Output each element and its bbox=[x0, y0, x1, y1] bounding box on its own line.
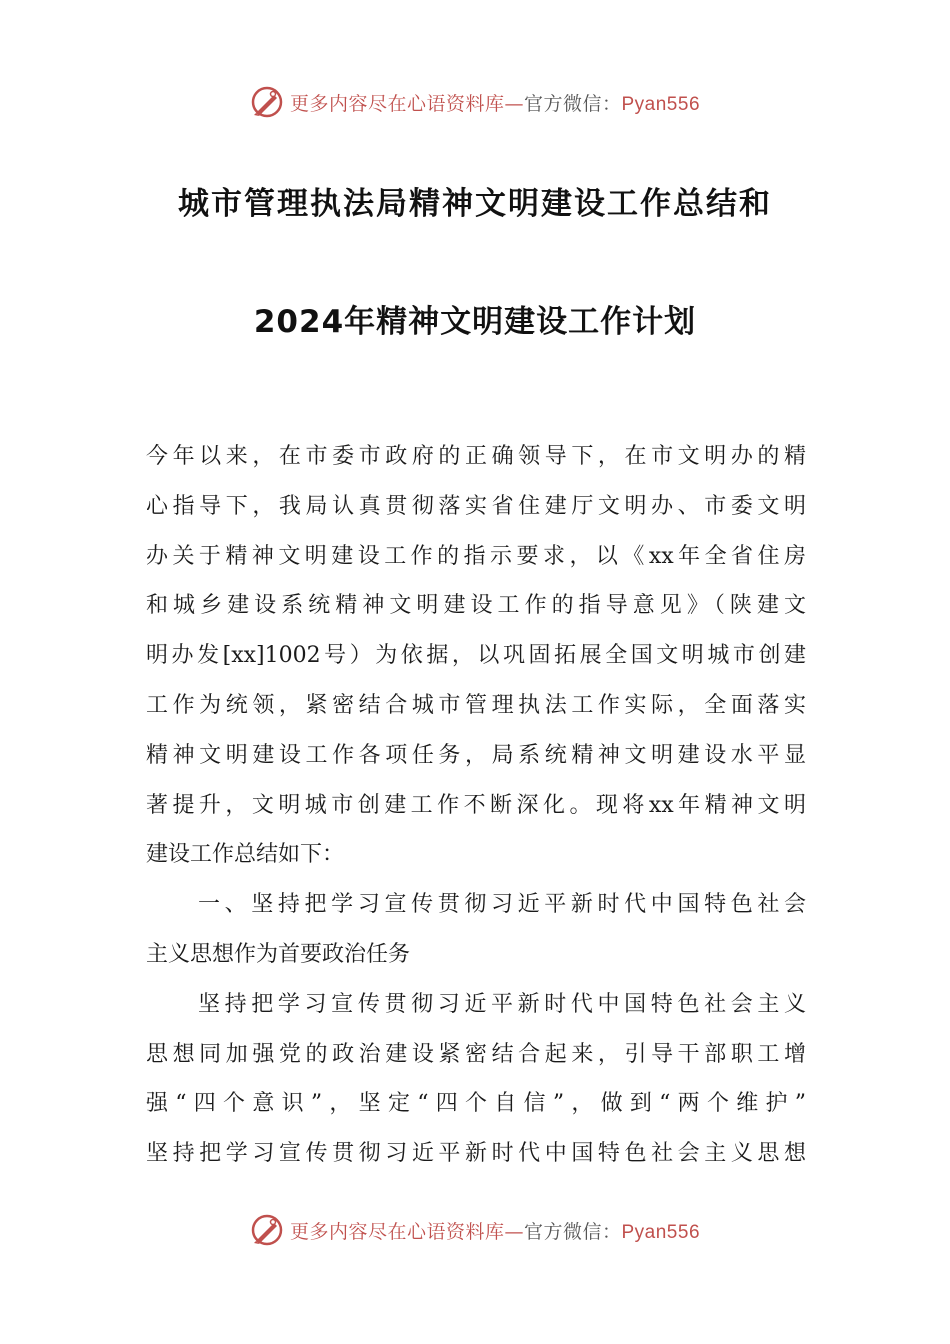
body-line: 思想同加强党的政治建设紧密结合起来，引导干部职工增 bbox=[146, 1041, 806, 1067]
body-line: 坚持把学习宣传贯彻习近平新时代中国特色社会主义 bbox=[198, 991, 806, 1017]
body-line: 心指导下，我局认真贯彻落实省住建厅文明办、市委文明 bbox=[146, 493, 806, 519]
pen-circle-logo-icon bbox=[250, 85, 284, 119]
watermark-account: Pyan556 bbox=[621, 93, 701, 115]
body-line: 强“四个意识”，坚定“四个自信”，做到“两个维护” bbox=[146, 1091, 806, 1117]
watermark-main-text: 更多内容尽在心语资料库 bbox=[289, 1220, 505, 1243]
watermark-separator: — bbox=[504, 92, 524, 115]
watermark-main-text: 更多内容尽在心语资料库 bbox=[289, 92, 505, 115]
watermark-separator: — bbox=[504, 1220, 524, 1243]
header-watermark bbox=[0, 80, 950, 124]
watermark-account: Pyan556 bbox=[621, 1221, 701, 1243]
heading-line: 一、坚持把学习宣传贯彻习近平新时代中国特色社会 bbox=[198, 892, 806, 918]
body-line: 办关于精神文明建设工作的指示要求，以《xx年全省住房 bbox=[146, 543, 806, 569]
pen-circle-logo-icon bbox=[250, 1213, 284, 1247]
body-line: 和城乡建设系统精神文明建设工作的指导意见》（陕建文 bbox=[146, 593, 806, 619]
paragraph-intro bbox=[146, 432, 806, 880]
body-line: 工作为统领，紧密结合城市管理执法工作实际，全面落实 bbox=[146, 692, 806, 718]
watermark-label: 官方微信： bbox=[523, 1220, 622, 1243]
section-heading-1 bbox=[146, 880, 806, 980]
watermark-text bbox=[290, 1217, 700, 1244]
paragraph-section-1 bbox=[146, 980, 806, 1179]
body-line: 明办发[xx]1002号）为依据，以巩固拓展全国文明城市创建 bbox=[146, 643, 806, 669]
document-title-line-2: 2024年精神文明建设工作计划 bbox=[253, 304, 697, 340]
document-title-line-1: 城市管理执法局精神文明建设工作总结和 bbox=[178, 186, 772, 222]
body-line: 建设工作总结如下： bbox=[146, 842, 345, 868]
heading-line: 主义思想作为首要政治任务 bbox=[146, 941, 411, 967]
body-line: 今年以来，在市委市政府的正确领导下，在市文明办的精 bbox=[146, 444, 806, 469]
body-line: 精神文明建设工作各项任务，局系统精神文明建设水平显 bbox=[146, 742, 806, 768]
footer-watermark bbox=[0, 1208, 950, 1252]
body-line: 坚持把学习宣传贯彻习近平新时代中国特色社会主义思想 bbox=[146, 1141, 806, 1167]
watermark-text bbox=[290, 89, 700, 116]
document-body bbox=[146, 432, 806, 1179]
body-line: 著提升，文明城市创建工作不断深化。现将xx年精神文明 bbox=[146, 792, 806, 818]
watermark-label: 官方微信： bbox=[523, 92, 622, 115]
